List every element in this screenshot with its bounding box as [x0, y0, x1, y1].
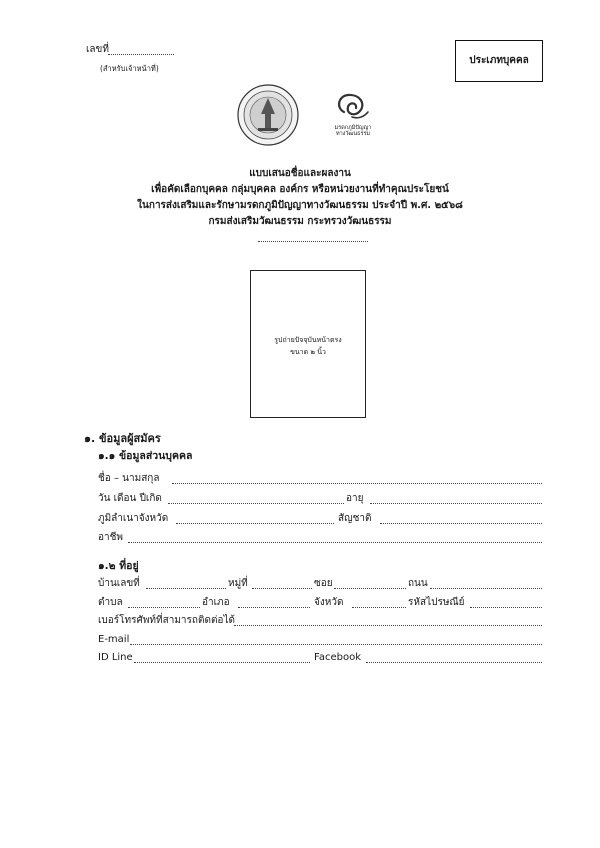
photo-caption-2: ขนาด ๒ นิ้ว [290, 348, 326, 356]
title-line-4: กรมส่งเสริมวัฒนธรรม กระทรวงวัฒนธรรม [208, 216, 392, 227]
house-label: บ้านเลขที่ [98, 578, 140, 589]
section-1-title: ๑. ข้อมูลผู้สมัคร [84, 432, 161, 445]
soi-label: ซอย [314, 578, 333, 589]
person-type-label: ประเภทบุคคล [469, 55, 529, 66]
postcode-label: รหัสไปรษณีย์ [408, 597, 465, 608]
tambon-field[interactable] [128, 597, 200, 608]
ref-number-label: เลขที่ [86, 44, 109, 55]
phone-label: เบอร์โทรศัพท์ที่สามารถติดต่อได้ [98, 615, 235, 626]
name-field[interactable] [172, 473, 542, 484]
person-type-box [455, 40, 543, 82]
line-id-field[interactable] [134, 652, 310, 663]
occupation-label: อาชีพ [98, 532, 123, 543]
amphoe-field[interactable] [238, 597, 310, 608]
dob-field[interactable] [168, 493, 344, 504]
province-label: จังหวัด [314, 597, 344, 608]
nationality-field[interactable] [380, 513, 542, 524]
email-label: E-mail [98, 634, 130, 645]
ref-number-field[interactable] [108, 44, 174, 55]
province-field[interactable] [352, 597, 406, 608]
email-field[interactable] [130, 634, 542, 645]
facebook-field[interactable] [366, 652, 542, 663]
section-1-1-title: ๑.๑ ข้อมูลส่วนบุคคล [98, 450, 193, 462]
road-field[interactable] [430, 578, 542, 589]
title-line-3: ในการส่งเสริมและรักษามรดกภูมิปัญญาทางวัฒนธรรม ประจำปี พ.ศ. ๒๕๖๘ [137, 200, 463, 211]
soi-field[interactable] [334, 578, 406, 589]
spiral-logo-icon [330, 90, 376, 124]
department-seal-icon [237, 84, 299, 146]
title-line-2: เพื่อคัดเลือกบุคคล กลุ่มบุคคล องค์กร หรือหน่วยงานที่ทำคุณประโยชน์ [151, 184, 449, 195]
title-line-1: แบบเสนอชื่อและผลงาน [249, 168, 351, 179]
amphoe-label: อำเภอ [202, 597, 230, 608]
postcode-field[interactable] [470, 597, 542, 608]
photo-caption-1: รูปถ่ายปัจจุบันหน้าตรง [274, 336, 342, 344]
road-label: ถนน [408, 578, 428, 589]
occupation-field[interactable] [128, 532, 542, 543]
age-field[interactable] [370, 493, 542, 504]
title-underline [258, 231, 368, 242]
hometown-field[interactable] [176, 513, 334, 524]
tambon-label: ตำบล [98, 597, 123, 608]
ref-note: (สำหรับเจ้าหน้าที่) [100, 64, 159, 73]
dob-label: วัน เดือน ปีเกิด [98, 493, 162, 504]
hometown-label: ภูมิลำเนาจังหวัด [98, 513, 169, 524]
photo-placeholder[interactable] [250, 270, 366, 418]
heritage-logo-text: มรดกภูมิปัญญา ทางวัฒนธรรม [334, 125, 372, 137]
line-id-label: ID Line [98, 652, 133, 663]
nationality-label: สัญชาติ [338, 513, 372, 524]
phone-field[interactable] [234, 615, 542, 626]
name-label: ชื่อ – นามสกุล [98, 473, 160, 484]
house-field[interactable] [146, 578, 226, 589]
facebook-label: Facebook [314, 652, 361, 663]
age-label: อายุ [346, 493, 364, 504]
section-1-2-title: ๑.๒ ที่อยู่ [98, 560, 139, 572]
moo-field[interactable] [252, 578, 312, 589]
moo-label: หมู่ที่ [228, 578, 248, 589]
